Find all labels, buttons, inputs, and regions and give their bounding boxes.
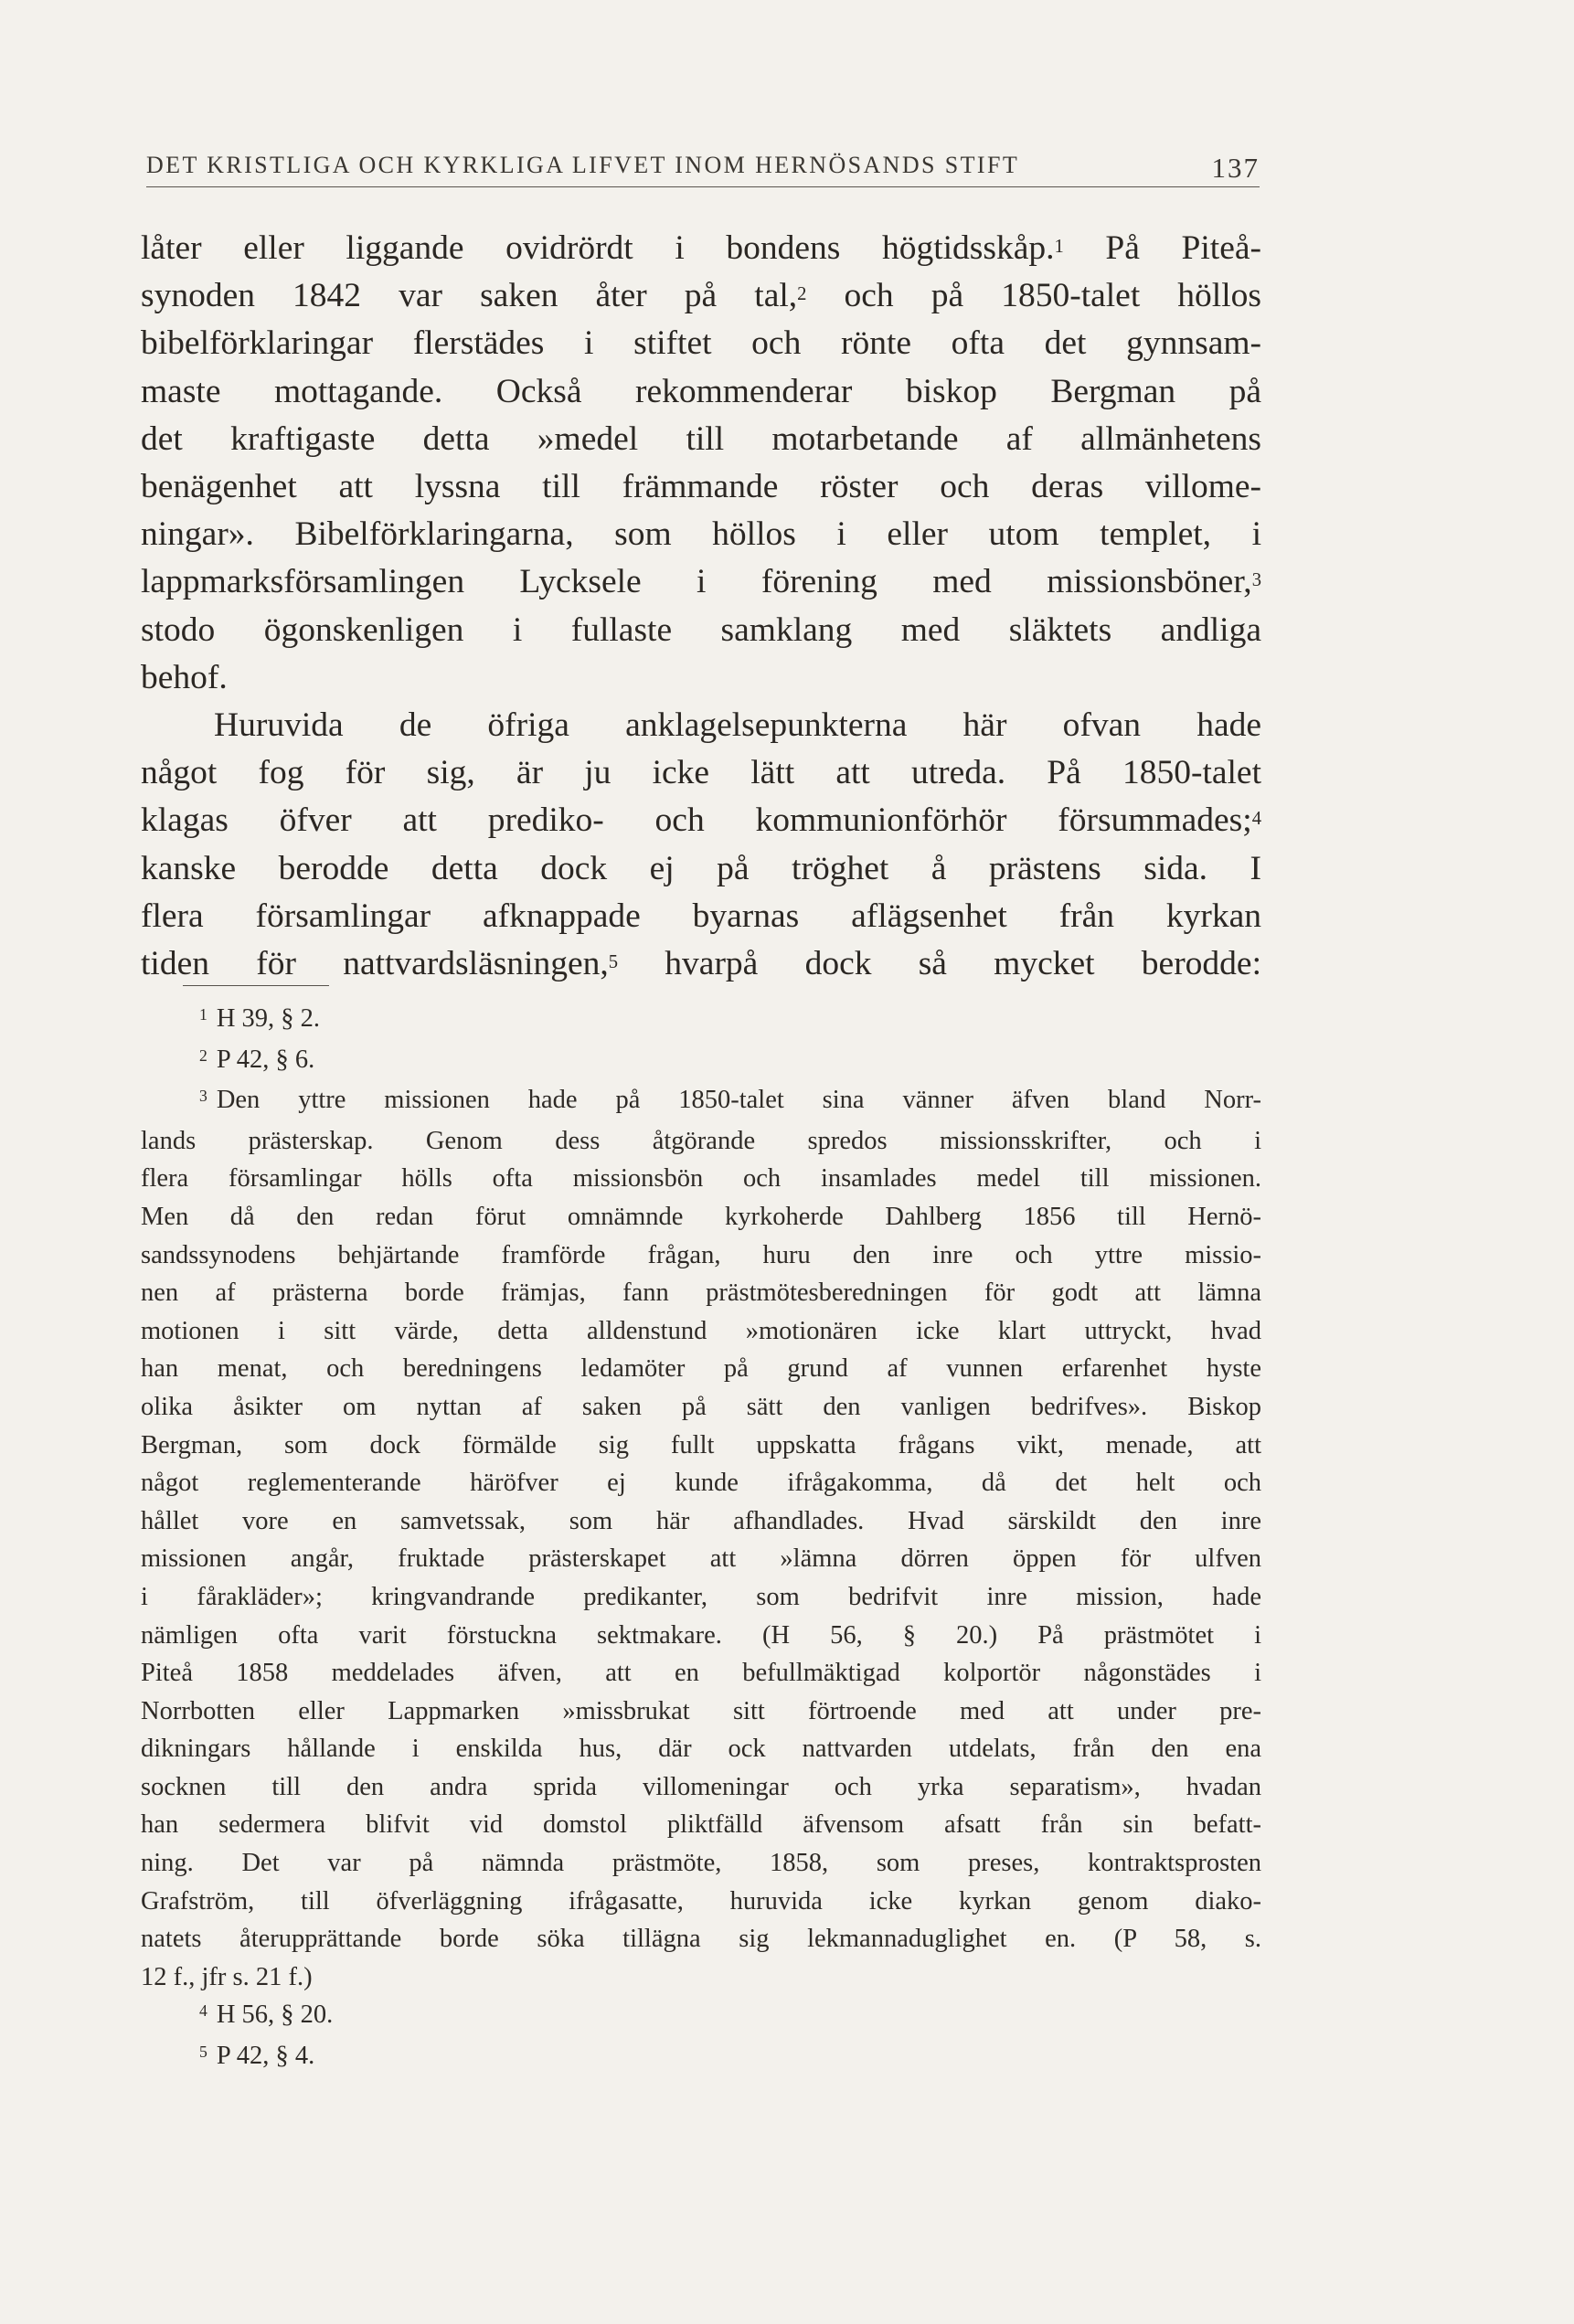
text-span: På Piteå- — [1063, 229, 1261, 267]
text-line: kanske berodde detta dock ej på tröghet å prästens sida. I — [141, 849, 1261, 887]
footnote-ref: 4 — [1251, 809, 1261, 830]
footnote-number: 2 — [199, 1045, 207, 1065]
footnote-line: ning. Det var på nämnda prästmöte, 1858, som preses, kontraktsprosten — [141, 1849, 1261, 1878]
footnote-4 — [141, 1996, 1261, 2037]
footnote-line: motionen i sitt värde, detta alldenstund »motionären icke klart uttryckt, hvad — [141, 1316, 1261, 1345]
text-line: behof. — [141, 658, 228, 696]
footnote-line: något reglementerande häröfver ej kunde ifrågakomma, då det helt och — [141, 1469, 1261, 1498]
text-line — [141, 558, 1261, 606]
footnote-3 — [141, 1081, 1261, 1996]
footnote-line: Norrbotten eller Lappmarken »missbrukat sitt förtroende med att under pre- — [141, 1696, 1261, 1725]
text-line: ningar». Bibelförklaringarna, som höllos i eller utom templet, i — [141, 515, 1261, 554]
footnote-5 — [141, 2037, 1261, 2078]
text-line — [141, 940, 1261, 988]
main-text — [141, 225, 1261, 988]
footnote-line: dikningars hållande i enskilda hus, där ock nattvarden utdelats, från den ena — [141, 1735, 1261, 1764]
text-line — [141, 225, 1261, 272]
text-line — [141, 797, 1261, 844]
text-span: klagas öfver att prediko- och kommunionförhör försummades; — [141, 801, 1252, 840]
footnote-ref: 5 — [608, 951, 619, 972]
footnote-line: missionen angår, fruktade prästerskapet att »lämna dörren öppen för ulfven — [141, 1544, 1261, 1574]
running-head: DET KRISTLIGA OCH KYRKLIGA LIFVET INOM HERNÖSANDS STIFT — [146, 152, 1020, 178]
footnote-line: Men då den redan förut omnämnde kyrkoherde Dahlberg 1856 till Hernö- — [141, 1202, 1261, 1231]
footnote-line: lands prästerskap. Genom dess åtgörande spredos missionsskrifter, och i — [141, 1126, 1261, 1155]
text-span: låter eller liggande ovidrördt i bondens högtidsskåp. — [141, 229, 1055, 267]
footnote-2 — [141, 1041, 1261, 1082]
footnote-line: i fårakläder»; kringvandrande predikanter, som bedrifvit inre mission, hade — [141, 1582, 1261, 1611]
footnote-number: 3 — [199, 1087, 207, 1106]
page-number: 137 — [1211, 152, 1260, 184]
footnote-line: flera församlingar hölls ofta missionsbön och insamlades medel till missionen. — [141, 1164, 1261, 1194]
footnote-line: nen af prästerna borde främjas, fann prästmötesberedningen för godt att lämna — [141, 1279, 1261, 1308]
footnote-line: han menat, och beredningens ledamöter på grund af vunnen erfarenhet hyste — [141, 1354, 1261, 1384]
footnote-line: nämligen ofta varit förstuckna sektmakare. (H 56, § 20.) På prästmötet i — [141, 1620, 1261, 1650]
text-span: tiden för nattvardsläsningen, — [141, 945, 609, 983]
footnote-number: 1 — [199, 1004, 207, 1024]
text-line — [141, 272, 1261, 320]
footnote-line: han sedermera blifvit vid domstol pliktfälld äfvensom afsatt från sin befatt- — [141, 1810, 1261, 1840]
footnote-line: socknen till den andra sprida villomeningar och yrka separatism», hvadan — [141, 1772, 1261, 1801]
footnote-line: Piteå 1858 meddelades äfven, att en befullmäktigad kolportör någonstädes i — [141, 1659, 1261, 1688]
footnote-line: natets återupprättande borde söka tillägna sig lekmannaduglighet en. (P 58, s. — [141, 1925, 1261, 1954]
footnote-number: 5 — [199, 2042, 207, 2061]
footnote-text: P 42, § 6. — [216, 1045, 315, 1074]
footnote-number: 4 — [199, 2001, 207, 2021]
footnote-divider — [183, 985, 329, 986]
footnote-text: P 42, § 4. — [216, 2042, 315, 2071]
text-span: synoden 1842 var saken åter på tal, — [141, 277, 798, 315]
footnote-ref: 1 — [1054, 236, 1064, 257]
text-line: bibelförklaringar flerstädes i stiftet och rönte ofta det gynnsam- — [141, 324, 1261, 363]
footnote-ref: 3 — [1251, 570, 1261, 591]
footnote-ref: 2 — [797, 283, 807, 304]
footnote-line: hållet vore en samvetssak, som här afhandlades. Hvad särskildt den inre — [141, 1506, 1261, 1535]
paragraph-2 — [141, 702, 1261, 988]
paragraph-1 — [141, 225, 1261, 702]
text-span: hvarpå dock så mycket berodde: — [618, 945, 1261, 983]
footnote-text: H 39, § 2. — [216, 1004, 321, 1033]
text-line: benägenhet att lyssna till främmande röster och deras villome- — [141, 468, 1261, 506]
footnote-line: olika åsikter om nyttan af saken på sätt den vanligen bedrifves». Biskop — [141, 1392, 1261, 1421]
text-line: maste mottagande. Också rekommenderar biskop Bergman på — [141, 372, 1261, 410]
footnotes — [141, 1000, 1261, 2078]
text-line: Huruvida de öfriga anklagelsepunkterna här ofvan hade — [214, 706, 1261, 745]
page-header — [146, 152, 1260, 187]
footnote-line: sandssynodens behjärtande framförde frågan, huru den inre och yttre missio- — [141, 1240, 1261, 1269]
footnote-text: H 56, § 20. — [216, 2000, 334, 2030]
footnote-line: Bergman, som dock förmälde sig fullt uppskatta frågans vikt, menade, att — [141, 1430, 1261, 1459]
text-line: något fog för sig, är ju icke lätt att utreda. På 1850-talet — [141, 754, 1261, 792]
footnote-line: Grafström, till öfverläggning ifrågasatte, huruvida icke kyrkan genom diako- — [141, 1886, 1261, 1915]
footnote-line: 12 f., jfr s. 21 f.) — [141, 1962, 313, 1991]
footnote-line — [141, 1081, 1261, 1122]
text-span: Den yttre missionen hade på 1850-talet sina vänner äfven bland Norr- — [216, 1086, 1261, 1115]
text-line: flera församlingar afknappade byarnas aflägsenhet från kyrkan — [141, 897, 1261, 935]
footnote-1 — [141, 1000, 1261, 1041]
text-span: lappmarksförsamlingen Lycksele i förening med missionsböner, — [141, 563, 1252, 601]
text-line: det kraftigaste detta »medel till motarbetande af allmänhetens — [141, 419, 1261, 458]
text-line: stodo ögonskenligen i fullaste samklang med släktets andliga — [141, 610, 1261, 649]
text-span: och på 1850-talet höllos — [806, 277, 1261, 315]
